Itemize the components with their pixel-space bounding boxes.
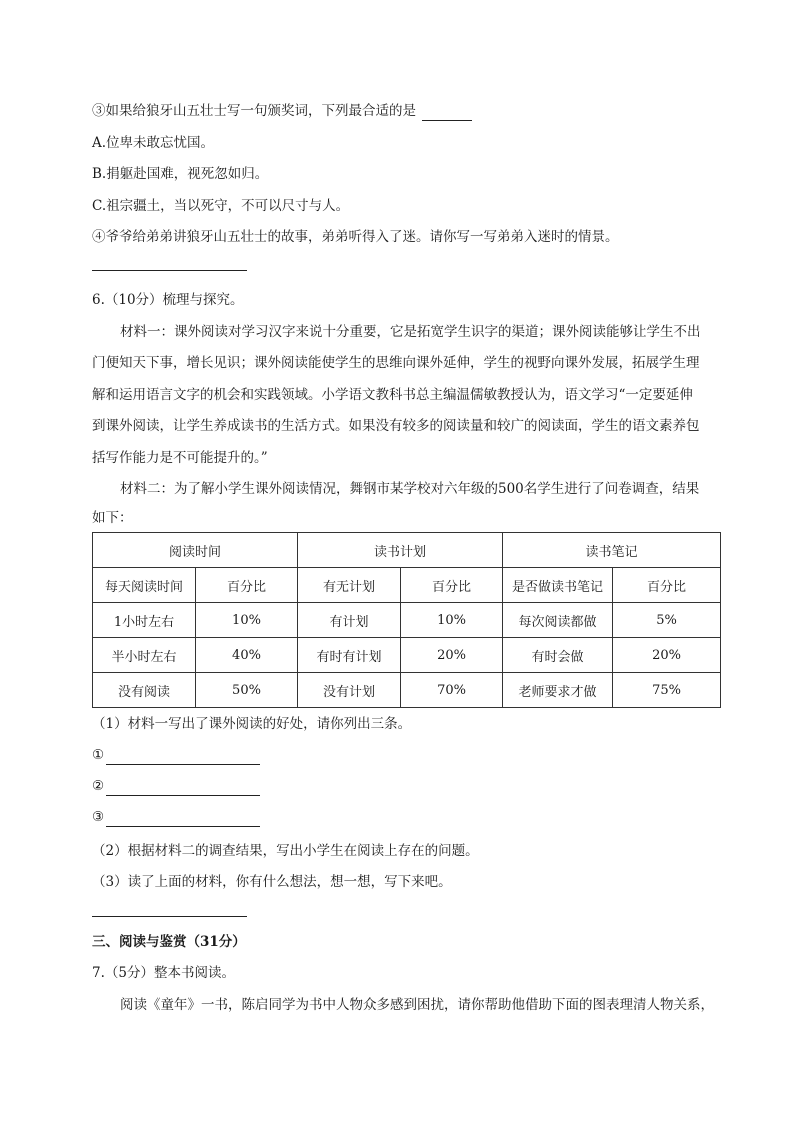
- material1-line-2: 门便知天下事，增长见识；课外阅读能使学生的思维向课外延伸，学生的视野向课外发展，拓展学生理: [92, 355, 700, 371]
- subheader-cell: 每天阅读时间: [93, 568, 196, 603]
- answer-3-blank[interactable]: [106, 812, 260, 827]
- mark-circled-2: ②: [92, 778, 105, 794]
- table-row: [93, 673, 721, 708]
- mark-circled-3: ③: [92, 809, 105, 825]
- q5-item3: [92, 101, 472, 121]
- table-cell: 5%: [613, 603, 721, 638]
- material1-line-3: 解和运用语言文字的机会和实践领域。小学语文教科书总主编温儒敏教授认为，语文学习“一定要延伸: [92, 387, 693, 403]
- q5-item3-prompt: ③如果给狼牙山五壮士写一句颁奖词，下列最合适的是: [92, 103, 416, 119]
- table-cell: 20%: [401, 638, 503, 673]
- q6-sub3: （3）读了上面的材料，你有什么想法，想一想，写下来吧。: [92, 874, 452, 890]
- table-sub-header-row: [93, 568, 721, 603]
- answer-2: [92, 776, 260, 796]
- table-cell: 10%: [401, 603, 503, 638]
- material1-line-5: 括写作能力是不可能提升的。”: [92, 450, 268, 466]
- table-cell: 老师要求才做: [503, 673, 613, 708]
- q5-item4-prompt: ④爷爷给弟弟讲狼牙山五壮士的故事，弟弟听得入了迷。请你写一写弟弟入迷时的情景。: [92, 229, 619, 245]
- subheader-cell: 百分比: [613, 568, 721, 603]
- table-cell: 40%: [196, 638, 298, 673]
- material1-line-4: 到课外阅读，让学生养成读书的生活方式。如果没有较多的阅读量和较广的阅读面，学生的语文素养包: [92, 418, 700, 434]
- table-cell: 有时有计划: [298, 638, 401, 673]
- answer-2-blank[interactable]: [106, 781, 260, 796]
- table-cell: 半小时左右: [93, 638, 196, 673]
- table-row: [93, 638, 721, 673]
- q5-option-c: C.祖宗疆土，当以死守，不可以尺寸与人。: [92, 198, 350, 214]
- table-cell: 20%: [613, 638, 721, 673]
- header-reading-plan: 读书计划: [298, 533, 503, 568]
- answer-3: [92, 807, 260, 827]
- q6-sub1: （1）材料一写出了课外阅读的好处，请你列出三条。: [92, 716, 412, 732]
- q5-item3-answer-blank[interactable]: [422, 106, 472, 121]
- table-cell: 没有阅读: [93, 673, 196, 708]
- q6-sub2: （2）根据材料二的调查结果，写出小学生在阅读上存在的问题。: [92, 843, 479, 859]
- table-cell: 10%: [196, 603, 298, 638]
- table-row: [93, 603, 721, 638]
- section-3-heading: 三、阅读与鉴赏（31分）: [92, 934, 246, 950]
- q7-line-1: 阅读《童年》一书，陈启同学为书中人物众多感到困扰，请你帮助他借助下面的图表理清人物关系，: [120, 997, 714, 1013]
- table-group-header-row: [93, 533, 721, 568]
- q5-option-a: A.位卑未敢忘忧国。: [92, 135, 215, 151]
- subheader-cell: 百分比: [196, 568, 298, 603]
- header-reading-time: 阅读时间: [93, 533, 298, 568]
- material2-line-2: 如下：: [92, 510, 133, 526]
- table-cell: 75%: [613, 673, 721, 708]
- table-cell: 70%: [401, 673, 503, 708]
- answer-1: [92, 745, 260, 765]
- table-cell: 每次阅读都做: [503, 603, 613, 638]
- table-cell: 有计划: [298, 603, 401, 638]
- survey-table: [92, 532, 721, 708]
- q7-heading: 7.（5分）整本书阅读。: [92, 965, 235, 981]
- q6-heading: 6.（10分）梳理与探究。: [92, 292, 244, 308]
- q6-sub3-answer-line[interactable]: [92, 916, 247, 917]
- subheader-cell: 有无计划: [298, 568, 401, 603]
- material2-line-1: 材料二：为了解小学生课外阅读情况，舞钢市某学校对六年级的500名学生进行了问卷调查，结果: [120, 481, 700, 497]
- material1-line-1: 材料一：课外阅读对学习汉字来说十分重要，它是拓宽学生识字的渠道；课外阅读能够让学生不出: [120, 324, 701, 340]
- table-cell: 1小时左右: [93, 603, 196, 638]
- table-cell: 50%: [196, 673, 298, 708]
- answer-1-blank[interactable]: [106, 750, 260, 765]
- header-reading-notes: 读书笔记: [503, 533, 721, 568]
- subheader-cell: 百分比: [401, 568, 503, 603]
- q5-option-b: B.捐躯赴国难，视死忽如归。: [92, 166, 269, 182]
- mark-circled-1: ①: [92, 747, 105, 763]
- table-cell: 没有计划: [298, 673, 401, 708]
- subheader-cell: 是否做读书笔记: [503, 568, 613, 603]
- table-cell: 有时会做: [503, 638, 613, 673]
- q5-item4-answer-line[interactable]: [92, 270, 247, 271]
